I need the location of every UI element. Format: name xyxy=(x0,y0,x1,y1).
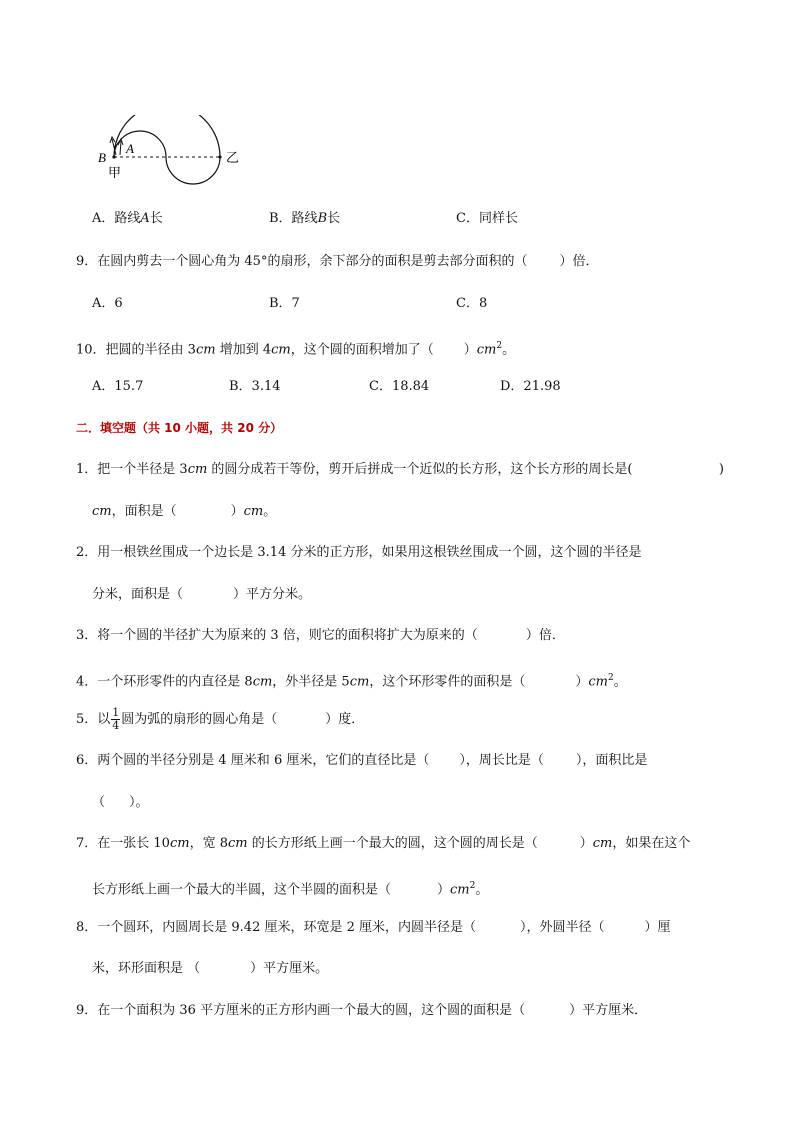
q10-option-b: B．3.14 xyxy=(229,379,281,394)
q9-option-a: A．6 xyxy=(92,296,123,311)
label-yi: 乙 xyxy=(226,150,240,165)
fill-question-1: 1．把一个半径是 3cm 的圆分成若干等份，剪开后拼成一个近似的长方形，这个长方形的周长是( ) xyxy=(76,462,724,477)
q9-option-b: B．7 xyxy=(269,296,300,311)
section-2-title: 二．填空题（共 10 小题，共 20 分） xyxy=(76,421,283,435)
fill-question-2-line-2: 分米，面积是（ ）平方分米。 xyxy=(92,587,312,602)
fraction-one-quarter: $\frac{1}{4}$ xyxy=(112,706,120,732)
small-semicircle-path xyxy=(166,157,220,184)
fill-question-7: 7．在一张长 10cm，宽 8cm 的长方形纸上画一个最大的圆，这个圆的周长是（ ）cm，如果在这个 xyxy=(76,836,691,851)
fill-question-5: 5．以 $\frac{1}{4}$ 圆为弧的扇形的圆心角是（ ）度． xyxy=(76,706,365,732)
fill-question-6: 6．两个圆的半径分别是 4 厘米和 6 厘米，它们的直径比是（ ），周长比是（ ），面积比是 xyxy=(76,753,648,768)
fill-question-3: 3．将一个圆的半径扩大为原来的 3 倍，则它的面积将扩大为原来的（ ）倍． xyxy=(76,628,565,643)
q10-option-c: C．18.84 xyxy=(369,379,430,394)
q8-option-b: B．路线B长 xyxy=(269,211,341,226)
q10-option-a: A．15.7 xyxy=(92,379,144,394)
fill-question-2: 2．用一根铁丝围成一个边长是 3.14 分米的正方形，如果用这根铁丝围成一个圆，这个圆的半径是 xyxy=(76,545,642,560)
fill-question-8-line-2: 米，环形面积是 （ ）平方厘米。 xyxy=(92,961,329,976)
route-a-arc xyxy=(114,131,166,157)
fill-question-4: 4．一个环形零件的内直径是 8cm，外半径是 5cm，这个环形零件的面积是（ ）$cm^2$。 xyxy=(76,673,627,690)
label-a: A xyxy=(126,141,134,156)
fill-question-7-line-2: 长方形纸上画一个最大的半圆，这个半圆的面积是（ ）$cm^2$。 xyxy=(92,881,489,898)
q8-option-c: C．同样长 xyxy=(456,211,518,226)
q10-option-d: D．21.98 xyxy=(500,379,561,394)
q9-option-c: C．8 xyxy=(456,296,488,311)
fill-question-1-line-2: cm，面积是（ ）cm。 xyxy=(92,504,277,519)
question-9: 9．在圆内剪去一个圆心角为 45°的扇形，余下部分的面积是剪去部分面积的（ ）倍． xyxy=(76,254,599,269)
fill-question-9: 9．在一个面积为 36 平方厘米的正方形内画一个最大的圆，这个圆的面积是（ ）平方厘米． xyxy=(76,1003,648,1018)
fill-question-6-line-2: （ ）。 xyxy=(92,795,149,810)
label-jia: 甲 xyxy=(108,165,122,180)
label-b: B xyxy=(98,150,106,165)
q8-option-a: A．路线A长 xyxy=(92,211,163,226)
question-10: 10．把圆的半径由 3cm 增加到 4cm，这个圆的面积增加了（ ）$cm^2$。 xyxy=(76,341,516,358)
fill-question-8: 8．一个圆环，内圆周长是 9.42 厘米，环宽是 2 厘米，内圆半径是（ ），外圆半径（ ）厘 xyxy=(76,920,671,935)
route-figure xyxy=(90,115,250,190)
